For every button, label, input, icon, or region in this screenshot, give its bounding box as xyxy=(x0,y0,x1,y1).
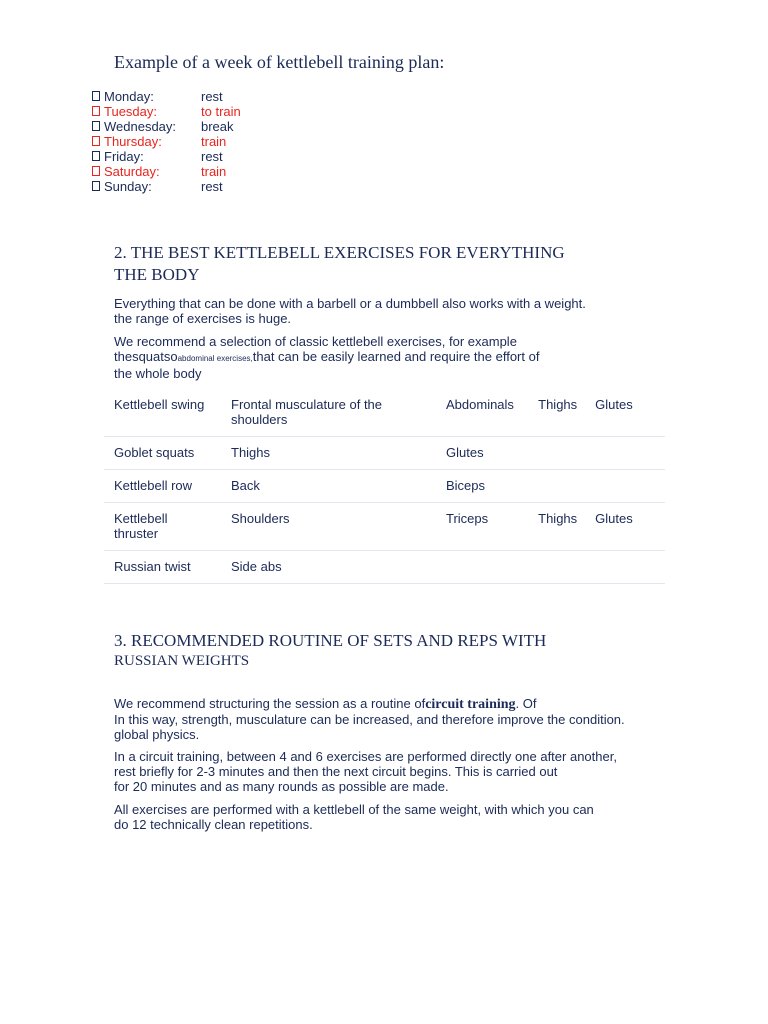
muscle-cell xyxy=(528,437,585,470)
schedule-day: Thursday: xyxy=(104,134,162,149)
section3-heading-line: 3. RECOMMENDED ROUTINE OF SETS AND REPS WITH xyxy=(114,631,547,650)
muscle-cell xyxy=(528,470,585,503)
schedule-day: Saturday: xyxy=(104,164,160,179)
schedule-activity: rest xyxy=(201,179,223,194)
section3-paragraph-2 xyxy=(114,749,634,794)
exercise-name: Russian twist xyxy=(114,559,191,574)
schedule-activity: rest xyxy=(201,149,223,164)
schedule-row-friday xyxy=(92,149,241,164)
schedule-activity: train xyxy=(201,164,227,179)
muscle-cell: Thighs xyxy=(538,511,578,526)
inline-text: . Of xyxy=(515,696,537,711)
primary-muscle: Side abs xyxy=(231,559,282,574)
section3-heading xyxy=(114,631,634,671)
checkbox-icon xyxy=(92,121,100,131)
checkbox-icon xyxy=(92,91,100,101)
schedule-row-thursday xyxy=(92,134,241,149)
muscle-cell: Triceps xyxy=(446,511,489,526)
paragraph-line: for 20 minutes and as many rounds as possible are made. xyxy=(114,779,449,794)
muscle-cell xyxy=(528,551,585,584)
inline-text: We recommend structuring the session as a routine of xyxy=(114,696,426,711)
schedule-day: Sunday: xyxy=(104,179,152,194)
exercises-table xyxy=(104,389,665,584)
section2-paragraph-2 xyxy=(114,334,598,381)
inline-text: that can be easily learned and require the effort of xyxy=(252,349,540,364)
paragraph-line xyxy=(114,696,634,712)
paragraph-line: global physics. xyxy=(114,727,200,742)
paragraph-line: the range of exercises is huge. xyxy=(114,311,292,326)
paragraph-line: do 12 technically clean repetitions. xyxy=(114,817,313,832)
paragraph-line: Everything that can be done with a barbell or a dumbbell also works with a weight. xyxy=(114,296,586,311)
muscle-cell xyxy=(585,551,665,584)
schedule-day: Friday: xyxy=(104,149,144,164)
paragraph-line: In a circuit training, between 4 and 6 exercises are performed directly one after another, xyxy=(114,749,617,764)
paragraph-line: All exercises are performed with a kettlebell of the same weight, with which you can xyxy=(114,802,594,817)
schedule-activity: rest xyxy=(201,89,223,104)
schedule-row-wednesday xyxy=(92,119,241,134)
primary-muscle: Thighs xyxy=(231,445,271,460)
exercise-name: Kettlebell thruster xyxy=(114,511,168,541)
plan-title: Example of a week of kettlebell training plan: xyxy=(114,52,445,72)
schedule-day: Monday: xyxy=(104,89,154,104)
schedule-row-tuesday xyxy=(92,104,241,119)
section3-heading-line: RUSSIAN WEIGHTS xyxy=(114,653,250,669)
muscle-cell: Glutes xyxy=(446,445,484,460)
section2-heading-line: 2. THE BEST KETTLEBELL EXERCISES FOR EVERYTHING xyxy=(114,243,565,262)
primary-muscle: Shoulders xyxy=(231,511,290,526)
schedule-row-sunday xyxy=(92,179,241,194)
paragraph-line: We recommend a selection of classic kettlebell exercises, for example xyxy=(114,334,517,349)
paragraph-line: rest briefly for 2-3 minutes and then the next circuit begins. This is carried out xyxy=(114,764,558,779)
section2-heading-line: THE BODY xyxy=(114,265,200,284)
inline-small-text: abdominal exercises, xyxy=(177,354,253,363)
checkbox-icon xyxy=(92,106,100,116)
section3-paragraph-1 xyxy=(114,696,634,742)
schedule-row-monday xyxy=(92,89,241,104)
checkbox-icon xyxy=(92,181,100,191)
section3-paragraph-3 xyxy=(114,802,618,832)
schedule-day: Wednesday: xyxy=(104,119,177,134)
muscle-cell xyxy=(436,551,528,584)
checkbox-icon xyxy=(92,166,100,176)
muscle-cell xyxy=(585,470,665,503)
muscle-cell: Biceps xyxy=(446,478,486,493)
table-row xyxy=(104,503,665,551)
paragraph-line: In this way, strength, musculature can be increased, and therefore improve the condition. xyxy=(114,712,625,727)
muscle-cell: Glutes xyxy=(595,511,633,526)
table-row xyxy=(104,470,665,503)
section2-heading xyxy=(114,242,634,286)
table-row xyxy=(104,389,665,437)
muscle-cell: Abdominals xyxy=(446,397,514,412)
paragraph-line: the whole body xyxy=(114,366,202,381)
section2-paragraph-1 xyxy=(114,296,614,326)
primary-muscle: Frontal musculature of the shoulders xyxy=(231,397,383,427)
schedule-activity: train xyxy=(201,134,227,149)
muscle-cell: Glutes xyxy=(595,397,633,412)
schedule-activity: break xyxy=(201,119,234,134)
schedule-day: Tuesday: xyxy=(104,104,157,119)
primary-muscle: Back xyxy=(231,478,260,493)
weekly-schedule xyxy=(92,89,241,194)
schedule-row-saturday xyxy=(92,164,241,179)
exercise-name: Goblet squats xyxy=(114,445,195,460)
table-row xyxy=(104,437,665,470)
muscle-cell: Thighs xyxy=(538,397,578,412)
table-row xyxy=(104,551,665,584)
muscle-cell xyxy=(585,437,665,470)
schedule-activity: to train xyxy=(201,104,241,119)
inline-text: thesquatso xyxy=(114,349,178,364)
checkbox-icon xyxy=(92,151,100,161)
inline-bold-text: circuit training xyxy=(425,697,516,712)
checkbox-icon xyxy=(92,136,100,146)
exercise-name: Kettlebell swing xyxy=(114,397,205,412)
exercise-name: Kettlebell row xyxy=(114,478,193,493)
paragraph-line xyxy=(114,349,598,366)
